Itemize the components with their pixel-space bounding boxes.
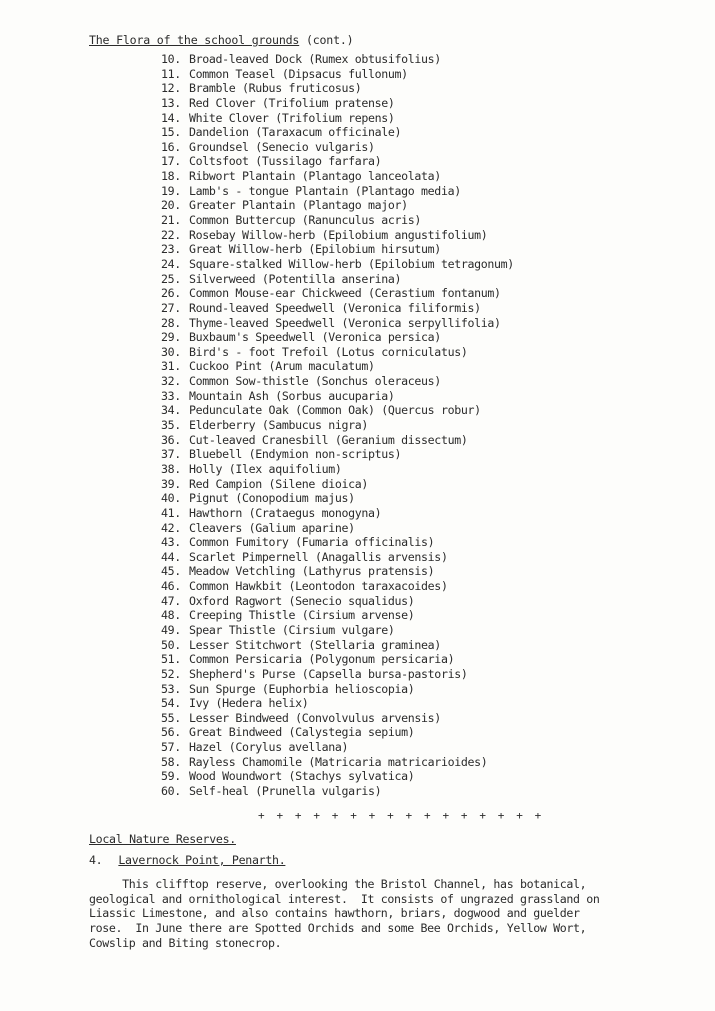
list-item <box>161 608 514 623</box>
item-number: 50. <box>161 637 181 652</box>
list-item <box>161 418 514 433</box>
item-number: 41. <box>161 505 181 520</box>
flora-list <box>161 52 514 799</box>
item-number: 30. <box>161 344 181 359</box>
item-number: 16. <box>161 139 181 154</box>
item-number: 49. <box>161 622 181 637</box>
item-number: 22. <box>161 227 181 242</box>
item-number: 33. <box>161 388 181 403</box>
item-number: 56. <box>161 725 181 740</box>
list-item <box>161 696 514 711</box>
item-number: 24. <box>161 256 181 271</box>
item-text: Lesser Bindweed (Convolvulus arvensis) <box>189 710 441 725</box>
list-item <box>161 403 514 418</box>
title-suffix: (cont.) <box>299 33 354 47</box>
item-number: 46. <box>161 579 181 594</box>
item-number: 44. <box>161 549 181 564</box>
item-text: Buxbaum's Speedwell (Veronica persica) <box>189 330 441 345</box>
item-number: 29. <box>161 330 181 345</box>
list-item <box>161 506 514 521</box>
item-text: Cleavers (Galium aparine) <box>189 520 355 535</box>
list-item <box>161 769 514 784</box>
list-item <box>161 140 514 155</box>
list-item <box>161 652 514 667</box>
item-text: Broad-leaved Dock (Rumex obtusifolius) <box>189 52 441 66</box>
item-text: Square-stalked Willow-herb (Epilobium tetragonum) <box>189 256 514 271</box>
item-number: 27. <box>161 300 181 315</box>
item-text: Elderberry (Sambucus nigra) <box>189 418 369 433</box>
list-item <box>161 535 514 550</box>
list-item <box>161 491 514 506</box>
item-number: 53. <box>161 681 181 696</box>
list-item <box>161 389 514 404</box>
item-text: Red Campion (Silene dioica) <box>189 476 369 491</box>
item-text: Mountain Ash (Sorbus aucuparia) <box>189 388 395 403</box>
list-item <box>161 711 514 726</box>
item-number: 57. <box>161 740 181 755</box>
section-heading: Local Nature Reserves. <box>89 832 236 846</box>
subsection-title: Lavernock Point, Penarth. <box>118 853 286 867</box>
list-item <box>161 682 514 697</box>
list-item <box>161 213 514 228</box>
item-text: Sun Spurge (Euphorbia helioscopia) <box>189 681 415 696</box>
item-number: 54. <box>161 696 181 711</box>
item-number: 20. <box>161 198 181 213</box>
reserve-description <box>89 877 679 951</box>
item-text: Ribwort Plantain (Plantago lanceolata) <box>189 169 441 184</box>
item-text: Red Clover (Trifolium pratense) <box>189 95 395 110</box>
item-text: Coltsfoot (Tussilago farfara) <box>189 154 382 169</box>
list-item <box>161 330 514 345</box>
list-item <box>161 594 514 609</box>
paragraph-line: Cowslip and Biting stonecrop. <box>89 935 282 950</box>
subsection-heading <box>89 853 285 867</box>
paragraph-line: Liassic Limestone, and also contains hawthorn, briars, dogwood and guelder <box>89 906 580 921</box>
list-item <box>161 125 514 140</box>
list-item <box>161 228 514 243</box>
item-text: White Clover (Trifolium repens) <box>189 110 395 125</box>
list-item <box>161 81 514 96</box>
list-item <box>161 272 514 287</box>
list-item <box>161 286 514 301</box>
item-number: 11. <box>161 66 181 81</box>
item-text: Spear Thistle (Cirsium vulgare) <box>189 622 395 637</box>
item-text: Rayless Chamomile (Matricaria matricarioides) <box>189 754 488 769</box>
list-item <box>161 184 514 199</box>
item-number: 60. <box>161 784 181 799</box>
item-number: 35. <box>161 418 181 433</box>
list-item <box>161 345 514 360</box>
item-text: Common Buttercup (Ranunculus acris) <box>189 213 422 228</box>
item-number: 45. <box>161 564 181 579</box>
item-text: Hazel (Corylus avellana) <box>189 740 349 755</box>
item-text: Common Persicaria (Polygonum persicaria) <box>189 652 455 667</box>
list-item <box>161 433 514 448</box>
list-item <box>161 257 514 272</box>
subsection-number: 4. <box>89 853 103 867</box>
list-item <box>161 447 514 462</box>
item-text: Pedunculate Oak (Common Oak) (Quercus robur) <box>189 403 481 418</box>
item-text: Oxford Ragwort (Senecio squalidus) <box>189 593 415 608</box>
item-number: 19. <box>161 183 181 198</box>
item-text: Bluebell (Endymion non-scriptus) <box>189 447 402 462</box>
item-text: Holly (Ilex aquifolium) <box>189 461 342 476</box>
item-number: 13. <box>161 95 181 110</box>
item-number: 21. <box>161 213 181 228</box>
item-text: Shepherd's Purse (Capsella bursa-pastoris) <box>189 666 468 681</box>
item-number: 17. <box>161 154 181 169</box>
list-item <box>161 638 514 653</box>
item-text: Silverweed (Potentilla anserina) <box>189 271 402 286</box>
paragraph-line: rose. In June there are Spotted Orchids and some Bee Orchids, Yellow Wort, <box>89 921 587 936</box>
item-number: 58. <box>161 754 181 769</box>
list-item <box>161 316 514 331</box>
item-number: 37. <box>161 447 181 462</box>
item-text: Pignut (Conopodium majus) <box>189 491 355 506</box>
item-text: Dandelion (Taraxacum officinale) <box>189 125 402 140</box>
item-text: Hawthorn (Crataegus monogyna) <box>189 505 382 520</box>
item-text: Lamb's - tongue Plantain (Plantago media) <box>189 183 461 198</box>
list-item <box>161 242 514 257</box>
item-text: Wood Woundwort (Stachys sylvatica) <box>189 769 415 784</box>
item-number: 51. <box>161 652 181 667</box>
item-text: Common Hawkbit (Leontodon taraxacoides) <box>189 579 448 594</box>
item-text: Self-heal (Prunella vulgaris) <box>189 784 382 799</box>
item-number: 43. <box>161 535 181 550</box>
list-item <box>161 301 514 316</box>
item-text: Rosebay Willow-herb (Epilobium angustifolium) <box>189 227 488 242</box>
title-main: The Flora of the school grounds <box>89 33 300 47</box>
item-text: Bramble (Rubus fruticosus) <box>189 81 362 96</box>
item-number: 23. <box>161 242 181 257</box>
item-text: Greater Plantain (Plantago major) <box>189 198 408 213</box>
list-item <box>161 477 514 492</box>
list-item <box>161 623 514 638</box>
page-title <box>89 33 353 47</box>
item-number: 48. <box>161 608 181 623</box>
item-text: Bird's - foot Trefoil (Lotus corniculatus) <box>189 344 468 359</box>
item-number: 32. <box>161 374 181 389</box>
list-item <box>161 154 514 169</box>
item-number: 26. <box>161 286 181 301</box>
item-number: 42. <box>161 520 181 535</box>
item-number: 31. <box>161 359 181 374</box>
separator-line: + + + + + + + + + + + + + + + + <box>258 809 544 822</box>
list-item <box>161 359 514 374</box>
item-text: Common Sow-thistle (Sonchus oleraceus) <box>189 374 441 389</box>
item-text: Ivy (Hedera helix) <box>189 696 309 711</box>
list-item <box>161 740 514 755</box>
item-number: 36. <box>161 432 181 447</box>
list-item <box>161 564 514 579</box>
item-number: 18. <box>161 169 181 184</box>
item-text: Round-leaved Speedwell (Veronica filiformis) <box>189 300 481 315</box>
item-number: 34. <box>161 403 181 418</box>
list-item <box>161 198 514 213</box>
list-item <box>161 462 514 477</box>
item-text: Cuckoo Pint (Arum maculatum) <box>189 359 375 374</box>
item-number: 28. <box>161 315 181 330</box>
item-number: 12. <box>161 81 181 96</box>
item-number: 39. <box>161 476 181 491</box>
item-text: Common Fumitory (Fumaria officinalis) <box>189 535 435 550</box>
item-text: Common Teasel (Dipsacus fullonum) <box>189 66 408 81</box>
item-number: 15. <box>161 125 181 140</box>
list-item <box>161 169 514 184</box>
item-number: 59. <box>161 769 181 784</box>
item-number: 40. <box>161 491 181 506</box>
list-item <box>161 67 514 82</box>
item-number: 47. <box>161 593 181 608</box>
list-item <box>161 725 514 740</box>
list-item <box>161 52 514 67</box>
item-number: 25. <box>161 271 181 286</box>
list-item <box>161 111 514 126</box>
item-text: Lesser Stitchwort (Stellaria graminea) <box>189 637 441 652</box>
item-number: 38. <box>161 461 181 476</box>
item-text: Cut-leaved Cranesbill (Geranium dissectum) <box>189 432 468 447</box>
list-item <box>161 667 514 682</box>
list-item <box>161 550 514 565</box>
item-number: 55. <box>161 710 181 725</box>
item-text: Great Willow-herb (Epilobium hirsutum) <box>189 242 441 257</box>
list-item <box>161 96 514 111</box>
item-number: 52. <box>161 666 181 681</box>
item-text: Creeping Thistle (Cirsium arvense) <box>189 608 415 623</box>
item-text: Thyme-leaved Speedwell (Veronica serpyllifolia) <box>189 315 501 330</box>
item-number: 14. <box>161 110 181 125</box>
list-item <box>161 521 514 536</box>
item-number: 10. <box>161 52 181 66</box>
list-item <box>161 784 514 799</box>
item-text: Scarlet Pimpernell (Anagallis arvensis) <box>189 549 448 564</box>
item-text: Common Mouse-ear Chickweed (Cerastium fontanum) <box>189 286 501 301</box>
item-text: Great Bindweed (Calystegia sepium) <box>189 725 415 740</box>
list-item <box>161 755 514 770</box>
list-item <box>161 374 514 389</box>
list-item <box>161 579 514 594</box>
paragraph-line: geological and ornithological interest. It consists of ungrazed grassland on <box>89 891 600 906</box>
paragraph-line: This clifftop reserve, overlooking the Bristol Channel, has botanical, <box>89 877 587 891</box>
item-text: Groundsel (Senecio vulgaris) <box>189 139 375 154</box>
item-text: Meadow Vetchling (Lathyrus pratensis) <box>189 564 435 579</box>
